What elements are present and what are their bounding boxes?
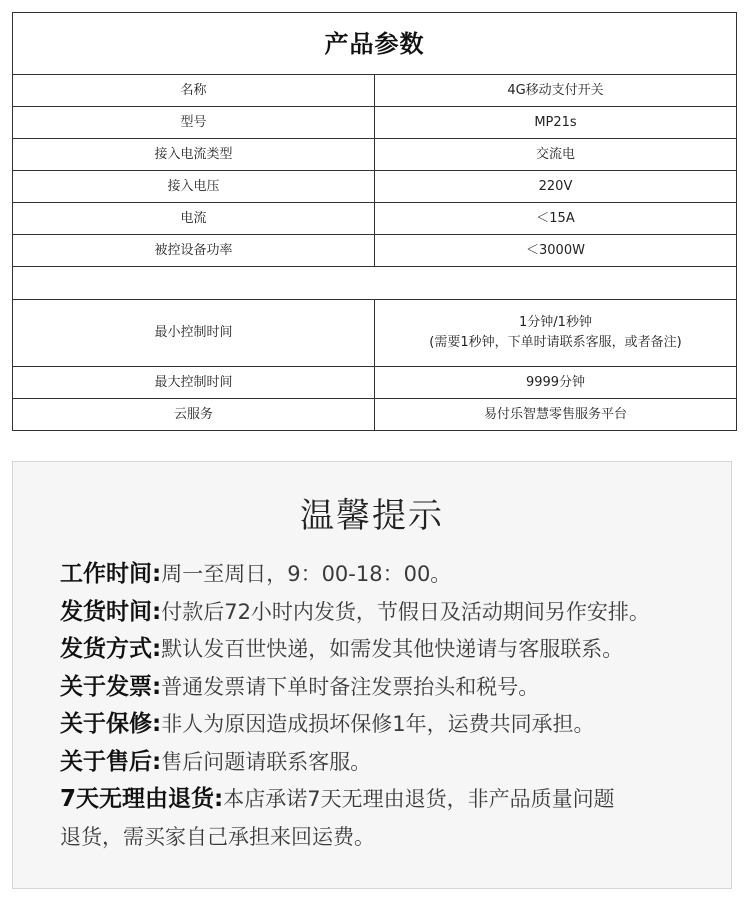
notice-item-text: 默认发百世快递，如需发其他快递请与客服联系。	[161, 637, 624, 661]
spec-row-name: 被控设备功率	[13, 235, 375, 267]
notice-title: 温馨提示	[300, 496, 444, 536]
spec-row-name: 接入电流类型	[13, 139, 375, 171]
spec-row-value-line2: (需要1秒钟，下单时请联系客服，或者备注)	[429, 335, 682, 350]
spec-row-value: 9999分钟	[375, 367, 737, 399]
notice-item-text: 普通发票请下单时备注发票抬头和税号。	[161, 674, 540, 699]
spec-row	[13, 300, 737, 367]
notice-item-text: 退货，需买家自己承担来回运费。	[60, 824, 375, 849]
spec-row	[13, 75, 737, 107]
spec-row-value	[375, 300, 737, 367]
notice-item-key: 关于售后:	[60, 748, 162, 775]
spec-blank-cell	[13, 267, 737, 300]
spec-row-value: 4G移动支付开关	[375, 75, 737, 107]
product-spec-table	[12, 12, 737, 431]
spec-row-name: 接入电压	[13, 171, 375, 203]
notice-item-key: 7天无理由退货:	[60, 786, 224, 812]
spec-row-name: 最小控制时间	[13, 300, 375, 367]
spec-title: 产品参数	[13, 13, 737, 75]
notice-item	[60, 631, 720, 669]
notice-item-key: 关于保修:	[60, 711, 162, 737]
spec-row	[13, 107, 737, 139]
spec-row-value: 易付乐智慧零售服务平台	[375, 399, 737, 431]
notice-item-key: 发货方式:	[60, 636, 162, 662]
spec-row-name: 电流	[13, 203, 375, 235]
notice-item-continuation	[60, 819, 720, 857]
spec-row	[13, 203, 737, 235]
notice-item-text: 售后问题请联系客服。	[161, 749, 372, 774]
spec-row	[13, 139, 737, 171]
notice-item	[60, 594, 720, 632]
spec-row	[13, 399, 737, 431]
spec-row	[13, 171, 737, 203]
notice-item-text: 本店承诺7天无理由退货，非产品质量问题	[223, 787, 615, 811]
spec-row-value: ＜3000W	[375, 235, 737, 267]
notice-item-key: 关于发票:	[60, 673, 162, 700]
spec-row-value: 220V	[375, 171, 737, 203]
spec-row-name: 云服务	[13, 399, 375, 431]
notice-item-key: 工作时间:	[60, 561, 162, 587]
notice-item-text: 非人为原因造成损坏保修1年，运费共同承担。	[161, 712, 595, 736]
notice-item	[60, 781, 720, 819]
spec-row-value: 交流电	[375, 139, 737, 171]
notice-item	[60, 744, 720, 782]
notice-item	[60, 556, 720, 594]
notice-item-text: 付款后72小时内发货，节假日及活动期间另作安排。	[161, 599, 650, 624]
spec-row	[13, 235, 737, 267]
notice-item	[60, 669, 720, 707]
notice-list	[60, 556, 720, 856]
spec-row	[13, 367, 737, 399]
spec-row-name: 名称	[13, 75, 375, 107]
spec-row-value: ＜15A	[375, 203, 737, 235]
spec-row-name: 最大控制时间	[13, 367, 375, 399]
notice-item-key: 发货时间:	[60, 598, 162, 625]
notice-section	[12, 461, 732, 889]
notice-item	[60, 706, 720, 744]
spec-blank-row	[13, 267, 737, 300]
product-spec-section	[12, 12, 737, 431]
spec-title-row	[13, 13, 737, 75]
spec-row-value-line1: 1分钟/1秒钟	[519, 315, 592, 330]
spec-row-value: MP21s	[375, 107, 737, 139]
spec-row-name: 型号	[13, 107, 375, 139]
notice-item-text: 周一至周日，9：00-18：00。	[161, 562, 452, 586]
